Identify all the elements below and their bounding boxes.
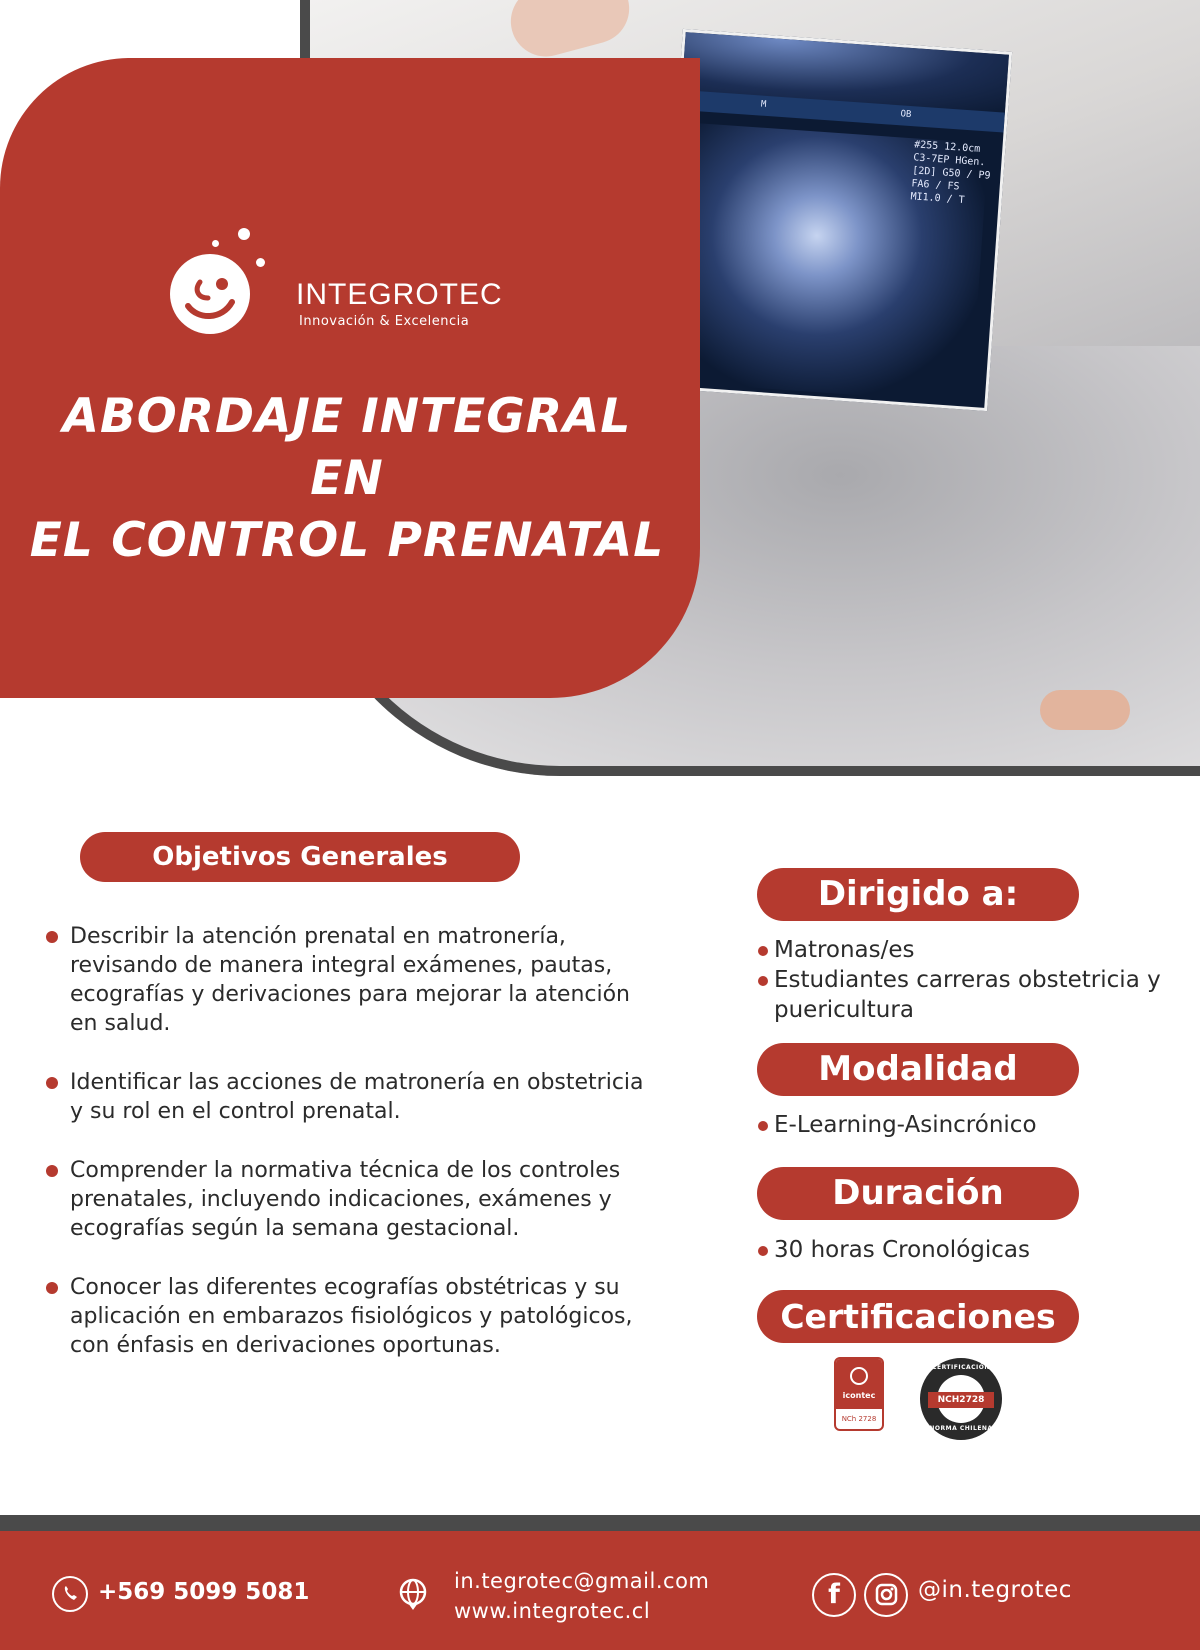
list-item: Identificar las acciones de matronería en obstetricia y su rol en el control prenatal. [44, 1068, 644, 1126]
page-title: ABORDAJE INTEGRAL EN EL CONTROL PRENATAL [29, 389, 665, 568]
email-link[interactable]: in.tegrotec@gmail.com [454, 1569, 710, 1593]
objectives-list [44, 922, 644, 1390]
whatsapp-icon[interactable] [52, 1576, 88, 1612]
phone-number[interactable]: +569 5099 5081 [98, 1579, 310, 1605]
duration-list [757, 1235, 1197, 1265]
certifications-heading: Certificaciones [757, 1290, 1079, 1343]
brand-tagline: Innovación & Excelencia [299, 314, 470, 329]
bullet-icon [758, 1121, 768, 1131]
objectives-heading: Objetivos Generales [80, 832, 520, 882]
globe-icon [396, 1577, 430, 1611]
brand-logo [168, 228, 508, 358]
bullet-icon [758, 976, 768, 986]
instagram-icon[interactable] [864, 1573, 908, 1617]
bullet-icon [46, 931, 58, 943]
icontec-logo-icon [850, 1367, 868, 1385]
brand-name: INTEGROTEC [296, 278, 503, 311]
bullet-icon [46, 1165, 58, 1177]
duration-heading: Duración [757, 1167, 1079, 1220]
website-link[interactable]: www.integrotec.cl [454, 1599, 651, 1623]
hero-section [0, 0, 1200, 780]
facebook-icon[interactable]: f [812, 1573, 856, 1617]
bullet-icon [758, 946, 768, 956]
list-item: Comprender la normativa técnica de los controles prenatales, incluyendo indicaciones, exámenes y ecografías según la semana gestacional. [44, 1156, 644, 1243]
social-handle[interactable]: @in.tegrotec [918, 1577, 1072, 1603]
list-item: Describir la atención prenatal en matronería, revisando de manera integral exámenes, pautas, ecografías y derivaciones para mejorar la atención en salud. [44, 922, 644, 1038]
footer [0, 1531, 1200, 1650]
audience-heading: Dirigido a: [757, 868, 1079, 921]
audience-list [757, 935, 1197, 1025]
ultrasound-m-label: M [760, 99, 767, 110]
bullet-icon [46, 1282, 58, 1294]
logo-mark-icon [170, 254, 250, 334]
bullet-icon [758, 1246, 768, 1256]
list-item: Estudiantes carreras obstetricia y puericultura [757, 965, 1197, 1025]
list-item: Conocer las diferentes ecografías obstétricas y su aplicación en embarazos fisiológicos y patológicos, con énfasis en derivaciones oportunas. [44, 1273, 644, 1360]
list-item: Matronas/es [757, 935, 1197, 965]
list-item: E-Learning-Asincrónico [757, 1110, 1197, 1140]
icontec-certification-badge: icontec NCh 2728 [834, 1357, 884, 1431]
title-panel [0, 58, 700, 698]
footer-divider [0, 1515, 1200, 1531]
bullet-icon [46, 1077, 58, 1089]
nch2728-certification-badge: CERTIFICACIÓN NCH2728 NORMA CHILENA [920, 1358, 1002, 1440]
ultrasound-readout: #255 12.0cm C3-7EP HGen. [2D] G50 / P9 FA6 / FS MI1.0 / T [910, 139, 991, 206]
ultrasound-ob-label: OB [900, 109, 912, 121]
modality-heading: Modalidad [757, 1043, 1079, 1096]
list-item: 30 horas Cronológicas [757, 1235, 1197, 1265]
modality-list [757, 1110, 1197, 1140]
